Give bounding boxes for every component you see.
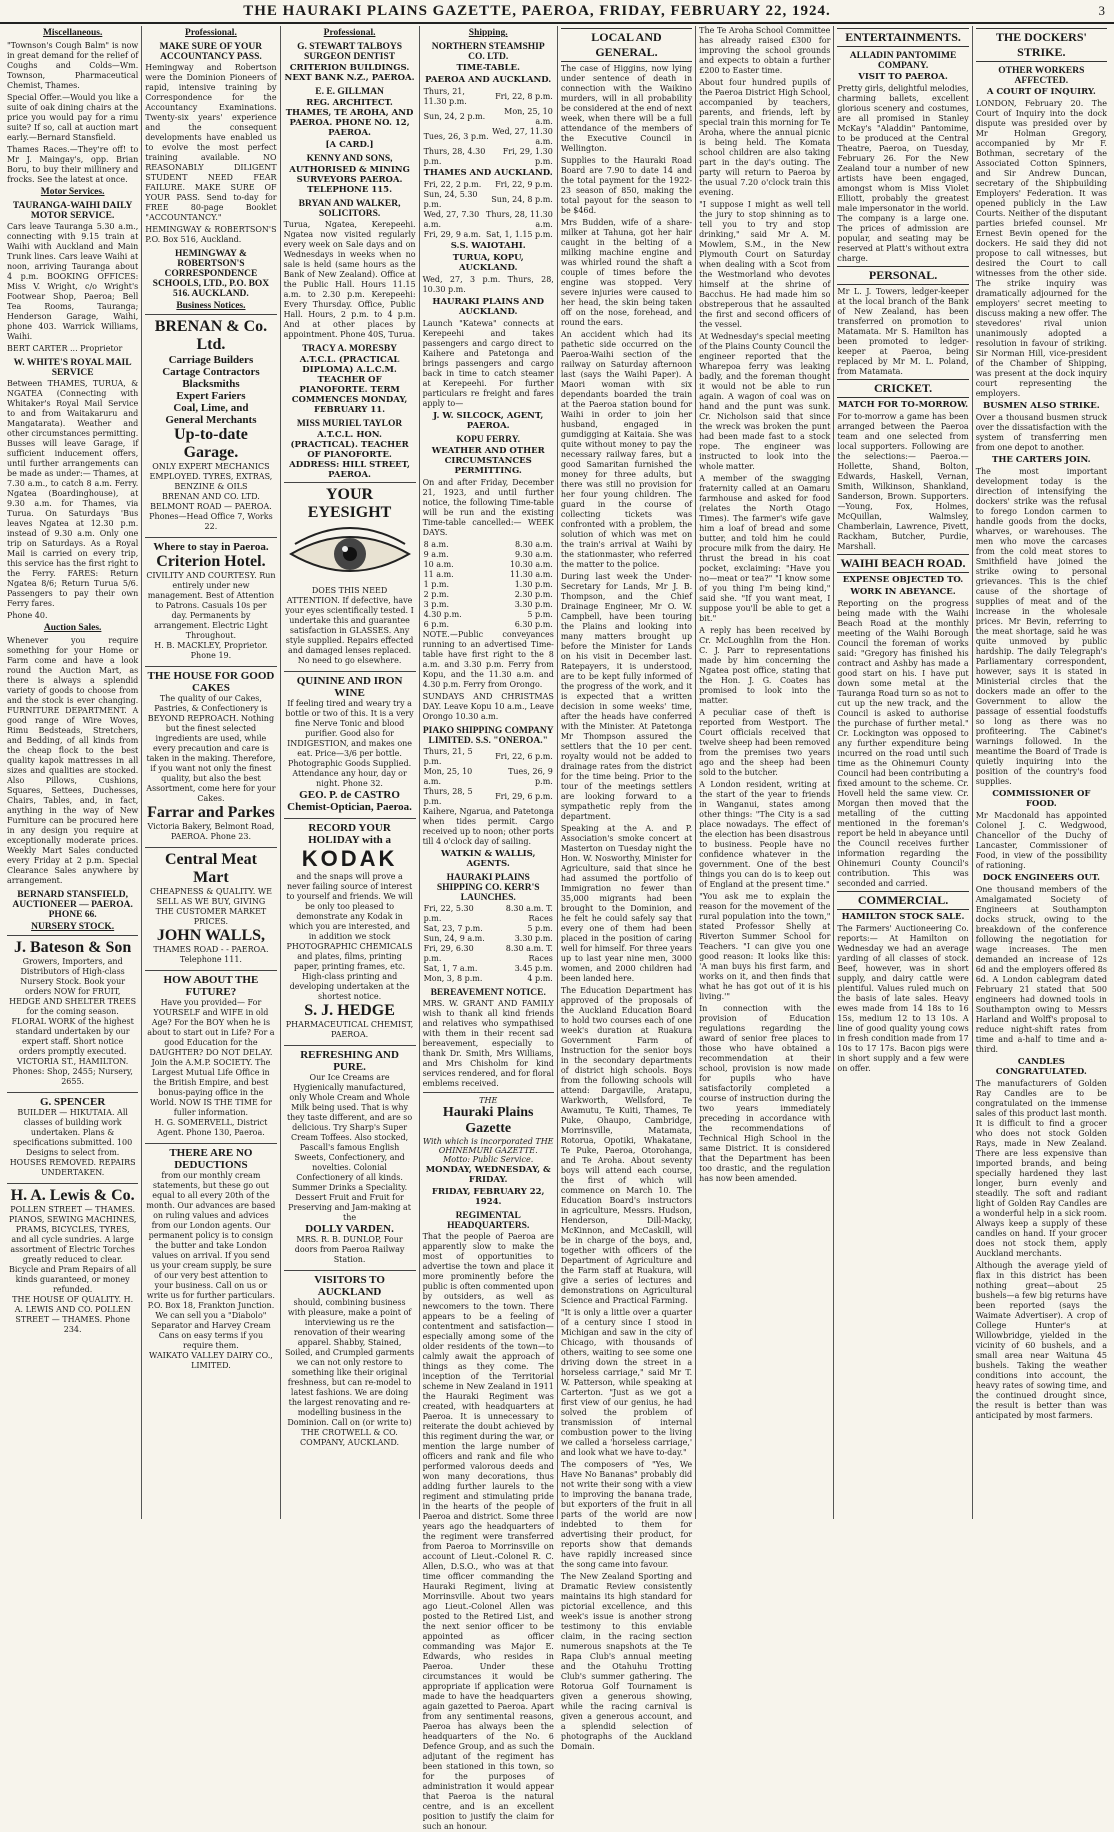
page-number: 3 bbox=[1098, 3, 1106, 18]
thames-auckland-table bbox=[423, 180, 554, 240]
talboys-name: G. STEWART TALBOYS SURGEON DENTIST bbox=[297, 42, 403, 62]
table-cell: 10 a.m. bbox=[423, 560, 454, 569]
news-paragraph: Speaking at the A. and P. Association's smoke concert at Masterton on Tuesday night the Hon. W. Nosworthy, Minister for Agriculture, said that since he had assumed the portfolio of Immigration no fewer than 35,000 migrants had been brought to the Dominion, and he felt he could safely say that every one of them had been placed in the position of caring well for himself. For three years up to last year nine men, 3000 women, and 2000 children had been landed here. bbox=[560, 824, 693, 983]
amp-ad bbox=[145, 970, 276, 1141]
paeroa-auckland-heading: PAEROA AND AUCKLAND. bbox=[425, 75, 552, 85]
news-paragraph: An accident which had its pathetic side occurred on the Paeroa-Waihi section of the railway on Saturday afternoon last (says the Waihi Paper). A Maori woman with six dependants boarded the train at the Paeroa station bound for Waihi in order to join her husband, engaged in gumdigging at Kaitaia. She was quite without money to pay the necessary railway fares, but a good Samaritan furnished the money for three adults, but there was still no provision for her four young children. The guard in the course of collecting tickets was confronted with a problem, the solution of which was met on the train's arrival at Waihi by the stationmaster, who referred the matter to the police. bbox=[560, 330, 693, 569]
kenny-text: AUTHORISED & MINING SURVEYORS PAEROA. TELEPHONE 115. bbox=[289, 165, 410, 195]
food-heading: COMMISSIONER OF FOOD. bbox=[992, 789, 1091, 809]
news-paragraph: At Wednesday's special meeting of the Plains County Council the engineer reported that the Wharepoa ferry was leaking badly, and the foreman thought it would not be able to run again. A wagon of coal was on hand and the punt was sunk. Cr. Nicholson said that since the wreck was broken the punt had been made fast to a stock rope. The engineer was instructed to look into the whole matter. bbox=[699, 332, 831, 471]
table-row bbox=[423, 767, 554, 787]
carters-heading: THE CARTERS JOIN. bbox=[992, 455, 1091, 465]
table-cell: 3.30 p.m. bbox=[514, 600, 553, 609]
table-cell: 5 p.m. bbox=[527, 924, 553, 933]
table-cell: Thurs, 28, 11.30 a.m. bbox=[486, 210, 553, 229]
news-paragraph: Mrs Budden, wife of a share-milker at Tahuna, got her hair caught in the belting of a milking machine engine and was whirled round the shaft a couple of times before the engine was stopped. Very severe injuries were caused to her head, the skin being taken off on the nose, forehead, and round the ears. bbox=[560, 218, 693, 327]
table-row bbox=[423, 210, 554, 230]
table-row bbox=[423, 230, 554, 240]
garage-heading: Up-to-date Garage. bbox=[174, 426, 248, 461]
brenan-line: Expert Fariers bbox=[176, 390, 246, 402]
refresh-ad bbox=[284, 1045, 416, 1268]
news-paragraph: The composers of "Yes, We Have No Bananas" probably did not write their song with a view to improving the banana trade, but exporters of the fruit in all parts of the world are now indebted to them for advertising their product, for reports show that demands have rapidly increased since the song came into favour. bbox=[560, 1460, 693, 1569]
table-row bbox=[423, 787, 554, 807]
table-cell: 11 a.m. bbox=[423, 570, 454, 579]
table-cell: 10.30 a.m. bbox=[509, 560, 553, 569]
table-row bbox=[423, 974, 554, 984]
table-cell: Wed, 27, 11.30 a.m. bbox=[492, 127, 553, 146]
walls-text: THAMES ROAD - - PAEROA. Telephone 111. bbox=[153, 945, 269, 964]
local-general-heading: LOCAL AND GENERAL. bbox=[561, 28, 692, 62]
refresh-text: Our Ice Creams are Hygienically manufactured, only Whole Cream and Whole Milk being used. That is why they taste different, and are so delicious. Try Sharp's Super Cream Toffees. Also stocked, Pascall's famous English Sweets, Confectionery, and novelties. Colonial Confectionery of all kinds. Summer Drinks a Speciality. Dessert Fruit and Fruit for Preserving and Jam-making at the bbox=[286, 1073, 413, 1222]
cakes-text: The quality of our Cakes, Pastries, & Confectionery is BEYOND REPROACH. Nothing but the finest selected ingredients are used, while every precaution and care is taken in the making. Therefore, if you want not only the finest quality, but also the best Assortment, come here for your Cakes. bbox=[146, 694, 276, 803]
criterion-name: Criterion Hotel. bbox=[156, 553, 266, 570]
table-cell: 9.30 a.m. bbox=[515, 550, 553, 559]
regimental-text: That the people of Paeroa are apparently slow to make the most of opportunities to advertise the town and place it more prominently before the public is often commented upon by outsiders, as well as newcomers to the town. There appears to be a feeling of contentment and satisfaction—especially among some of the older residents of the town—to calmly await the approach of things as they come. The inception of the Territorial scheme in New Zealand in 1911 the Hauraki Regiment was created, with headquarters at Paeroa. It is unnecessary to reiterate the doubt achieved by this regiment during the war, or mention the large number of officers and rank and file who performed valorous deeds and won many decorations, thus adding further laurels to the regiment and stimulating pride in the hearts of the people of Paeroa and district. Some three years ago the headquarters of the regiment were transferred from Paeroa to Morrinsville on account of Lieut.-Colonel R. C. Allen, D.S.O., who was at that time officer commanding the Hauraki Regiment, living at Morrinsville. About two years ago Lieut.-Colonel Allen was posted to the Retired List, and the next senior officer to be appointed as officer commanding was Major E. Edwards, who resides in Paeroa. Under these circumstances it would be appropriate if application were made to have the headquarters again gazetted to Paeroa. Apart from any sentimental reasons, Paeroa has always been the headquarters of the No. 6 Defence Group, and as such the adjutant of the regiment has been stationed in this town, so for the purposes of administration it would appear that Paeroa is the natural centre, and is an excellent position to justify the claim for such an honour. bbox=[422, 1232, 554, 1831]
bryan-name: BRYAN AND WALKER, SOLICITORS. bbox=[298, 199, 401, 219]
aladdin-heading: ALLADIN PANTOMIME COMPANY. bbox=[849, 51, 957, 71]
dairy-company: WAIKATO VALLEY DAIRY CO., LIMITED. bbox=[149, 1351, 273, 1370]
table-cell: Sun, 24, 5.30 p.m. bbox=[423, 190, 478, 209]
bereavement-heading: BEREAVEMENT NOTICE. bbox=[430, 988, 546, 998]
hemingway-address: HEMINGWAY & ROBERTSON'S P.O. Box 516, Auckland. bbox=[145, 225, 277, 244]
dunlop-text: MRS. R. B. DUNLOP, Four doors from Paeroa Railway Station. bbox=[294, 1235, 405, 1264]
other-workers-heading: OTHER WORKERS AFFECTED. bbox=[998, 66, 1085, 86]
spencer-text: BUILDER — HIKUTAIA. All classes of building work undertaken. Plans & specifications submitted. 100 Designs to select from. HOUSES REMOVED. REPAIRS UNDERTAKEN. bbox=[9, 1108, 136, 1177]
table-row bbox=[423, 560, 554, 570]
divider bbox=[423, 1092, 554, 1093]
refresh-heading: REFRESHING AND PURE. bbox=[300, 1049, 399, 1073]
waihi-heading: WAIHI BEACH ROAD. bbox=[837, 554, 968, 573]
table-cell: Sun, 24, 8 p.m. bbox=[491, 195, 553, 204]
news-paragraph: The Education Department has approved of the proposals of the Auckland Education Board to hold two courses each of one week's duration at Ruakura Government Farm of Instruction for the senior boys in the secondary departments of district high schools. Boys from the following schools will attend: Dargaville, Aratapu, Warkworth, Wellsford, Te Awamutu, Te Kuiti, Thames, Te Puke, Ohaupo, Cambridge, Morrinsville, Matamata, Rotorua, Opotiki, Whakatane, Te Puke, Paeroa, Otorohanga, and Te Aroha. About seventy boys will attend each course, the first of which will commence on March 10. The Education Board's instructors in agriculture, Messrs. Hudson, Henderson, Dill-Macky, McKinnon, and McCaskill, will be in charge of the boys, and, together with officers of the Department of Agriculture and the Farm staff at Ruakura, will give a series of lectures and demonstrations on Agricultural Science and Practical Farming. bbox=[560, 986, 693, 1305]
table-cell: 1 p.m. bbox=[423, 580, 449, 589]
nsco-name: NORTHERN STEAMSHIP CO. LTD. bbox=[431, 42, 545, 62]
paeroa-auckland-table bbox=[423, 87, 554, 167]
cricket-heading: CRICKET. bbox=[837, 379, 968, 398]
amp-agent: H. G. SOMERVELL, District Agent. Phone 130, Paeroa. bbox=[154, 1118, 268, 1137]
news-paragraph: Supplies to the Hauraki Road Board are 7.90 to date 14 and the total payment for the 1922-23 season of 850, making the total payout for the season to be $46d. bbox=[560, 156, 693, 215]
eyesight-text: DOES THIS NEED ATTENTION. If defective, have your eyes scientifically tested. I undertake this and guarantee satisfaction in GLASSES. Any style supplied. Repairs effected and damaged lenses replaced. No need to go elsewhere. bbox=[285, 586, 414, 665]
white-mail-text: Between THAMES, TURUA, & NGATEA (Connecting with Whitaker's Royal Mail Service to and from Waitakaruru and Mangatarata). Weather and other circumstances permitting. Busses will leave Garage, if sufficient inducement offers, until further arrangements can be made as under:— Thames, at 7.30 a.m., to catch 8 a.m. Ferry. Ngatea (Boardinghouse), at 9.30 a.m. for Thames, via Turua. On Saturdays 'Bus leaves Ngatea at 12.30 p.m. instead of 9.30 a.m. Only one trip on Saturdays. As a Royal Mail is carried on every trip, this service has the first right to the Ferry. FARES: Return Ngatea 8/6; Return Turua 5/6. Passengers to pay their own Ferry fares. bbox=[7, 379, 139, 608]
table-cell: 6 p.m. bbox=[423, 620, 449, 629]
news-paragraph: About four hundred pupils of the Paeroa District High School, accompanied by teachers, parents, and friends, left by special train this morning for Te Aroha, where the annual picnic is being held. The Komata school children are also taking part in the day's outing. The party will return to Paeroa by the usual 7.20 o'clock train this evening. bbox=[699, 78, 831, 197]
table-cell: 2 p.m. bbox=[423, 590, 449, 599]
table-cell: Mon, 3, 8 p.m. bbox=[423, 974, 483, 983]
table-cell: Mon, 25, 10 a.m. bbox=[423, 767, 473, 786]
piako-text: Kaihere, Ngarua, and Patetonga when tides permit. Cargo received up to noon; other ports till 4 o'clock day of sailing. bbox=[422, 807, 554, 846]
spencer-ad bbox=[7, 1092, 138, 1181]
meat-ad bbox=[145, 847, 276, 968]
moresby-name: TRACY A. MORESBY bbox=[302, 344, 398, 354]
section-title-professional: Professional. bbox=[185, 28, 237, 38]
lewis-footer: THE HOUSE OF QUALITY. H. A. LEWIS AND CO. POLLEN STREET — THAMES. Phone 234. bbox=[12, 1295, 134, 1334]
column-1 bbox=[4, 26, 142, 1519]
waihi-text: Reporting on the progress being made with the Waihi Beach Road at the monthly meeting of the Waihi Borough Council the foreman of works said: "Gregory has finished his contract and Ashby has made a good start on his. I have put down some metal at the Tauranga Road turn so as not to cut up the new track, and the Council is asked to authorise the purchase of further metal." Cr. Lockington was opposed to any further expenditure being incurred on the road until such time as the Ohinemuri County Council had been contributing a fixed amount to the scheme. Cr. Hovell held the same view. Cr. Morgan then moved that the metalling of the cutting mentioned in the foreman's report be held in abeyance until the Council receives further information regarding the Ohinemuri County Council's contribution. This was seconded and carried. bbox=[837, 599, 969, 888]
hemingway-heading: MAKE SURE OF YOUR ACCOUNTANCY PASS. bbox=[159, 42, 263, 62]
castro-name: GEO. P. de CASTRO bbox=[299, 789, 400, 801]
dairy-ad bbox=[145, 1143, 276, 1374]
kodak-logo: KODAK bbox=[301, 846, 398, 871]
table-cell: 3 p.m. bbox=[423, 600, 449, 609]
personal-text: Mr L. J. Towers, ledger-keeper at the local branch of the Bank of New Zealand, has been transferred on promotion to Matamata. Mr S. Hamilton has been promoted to ledger-keeper at Paeroa, being replaced by Mr M. L. Poland, from Matamata. bbox=[837, 287, 969, 376]
hamilton-heading: HAMILTON STOCK SALE. bbox=[841, 912, 965, 922]
table-row bbox=[423, 580, 554, 590]
commercial-heading: COMMERCIAL. bbox=[837, 891, 968, 910]
table-cell: 8.30 a.m. T. Races bbox=[505, 944, 553, 963]
tauranga-text: Cars leave Tauranga 5.30 a.m., connecting with 9.15 train at Waihi with Auckland and Main Trunk lines. Cars leave Waihi at noon, arriving Tauranga about 4 p.m. BOOKING OFFICES: Miss V. Wright, c/o Wright's Footwear Shop, Paeroa; Bell Tea Rooms, Tauranga; Henderson Garage, Waihi, phone 403. Warrick Williams, Waihi. bbox=[7, 222, 139, 341]
news-paragraph: A London resident, writing at the start of the year to friends in Wanganui, states among other things: "The City is a sad place nowadays. The effect of the election has been disastrous to business. People have no confidence whatever in the government. One of the best things you can do is to keep out of England at the present time." bbox=[699, 780, 831, 889]
table-cell: Sun, 24, 9 a.m. bbox=[423, 934, 485, 943]
news-paragraph: The New Zealand Sporting and Dramatic Review consistently maintains its high standard for pictorial excellence, and this week's issue is another strong testimony to this enviable claim, in the racing section numerous snapshots at the Te Rapa Club's annual meeting and the Otahuhu Trotting Club's summer gathering. The Rotorua Golf Tournament is given a generous showing, while the racing carnival is given a generous account, and a splendid selection of photographs of the Auckland Domain. bbox=[560, 1572, 693, 1751]
farrar-name: Farrar and Parkes bbox=[147, 804, 275, 821]
table-cell: 9 a.m. bbox=[423, 550, 449, 559]
garage-text: ONLY EXPERT MECHANICS EMPLOYED. TYRES, EXTRAS, BENZINE & OILS bbox=[149, 462, 273, 491]
table-cell: 6.30 p.m. bbox=[514, 620, 553, 629]
hemingway-text: Hemingway and Robertson were the Dominion Pioneers of rapid, intensive training by Correspondence for the Accountancy Examinations. Twenty-six years' experience and the consequent developments have enabled us to evolve the most perfect training available. NO REASONABLY DILIGENT STUDENT NEED FEAR FAILURE. MAKE SURE OF YOUR PASS. Send to-day for FREE 80-page Booklet "ACCOUNTANCY." bbox=[145, 63, 277, 222]
hedge-text: PHARMACEUTICAL CHEMIST, PAEROA. bbox=[285, 1020, 414, 1039]
table-row bbox=[423, 904, 554, 924]
table-cell: Fri, 22, 5.30 p.m. bbox=[423, 904, 474, 923]
amp-text: Have you provided— For YOURSELF and WIFE in old Age? For the BOY when he is about to start out in Life? For a good Education for the DAUGHTER? DO NOT DELAY. Join the A.M.P. SOCIETY. The Largest Mutual Life Office in the British Empire, and best bonus-paying office in the World. NOW IS THE TIME for fuller information. bbox=[147, 998, 275, 1117]
court-heading: A COURT OF INQUIRY. bbox=[986, 87, 1096, 97]
brenan-line: Carriage Builders bbox=[168, 354, 254, 366]
table-row bbox=[423, 87, 554, 107]
eyesight-ad bbox=[284, 482, 416, 669]
dockers-heading: THE DOCKERS' STRIKE. bbox=[976, 28, 1107, 62]
section-title-auction: Auction Sales. bbox=[43, 623, 102, 633]
gazette-motto: Motto: Public Service. bbox=[443, 1155, 534, 1164]
quinine-ad bbox=[284, 671, 416, 816]
table-cell: Fri, 22, 6 p.m. bbox=[495, 752, 553, 761]
news-paragraph: In connection with the provision of Education regulations regarding the award of senior free places to those who have obtained a recommendation at their school, provision is now made for pupils who have satisfactorily completed a course of instruction during the two years immediately preceding in accordance with the recommendations of Technical High School in the same District. It is considered that the Department has been too drastic, and the regulation has now been amended. bbox=[699, 1004, 831, 1183]
table-cell: Fri, 29, 9 a.m. bbox=[423, 230, 481, 239]
white-mail-phone: Phone 40. bbox=[7, 611, 48, 620]
castro-subtitle: Chemist-Optician, Paeroa. bbox=[287, 801, 412, 813]
moresby-text: A.T.C.L. (PRACTICAL DIPLOMA) A.L.C.M. TEACHER OF PIANOFORTE. TERM COMMENCES MONDAY, FEBRUARY 11. bbox=[291, 355, 408, 415]
news-paragraph: "I suppose I might as well tell the jury to stop shinning as to tell you to try and stop drinking," said Mr A. M. Mowlem, S.M., in the New Plymouth Court on Saturday when dealing with a Scot from the Westmorland who devotes himself at the shrine of Bacchus. He had made him so obstreperous that he assaulted the first and second officers of the vessel. bbox=[699, 200, 831, 329]
dock-engineers-text: One thousand members of the Amalgamated Society of Engineers at Southampton docks struck, owing to the breakdown of the conference following the negotiation for wage increases. The men demanded an increase of 12s 6d and the employers offered 8s 6d. A London cablegram dated February 21 stated that 500 engineers had downed tools in Southampton owing to Messrs Harland and Wolff's proposal to reduce night-shift rates from time and a-half to time and a-third. bbox=[975, 885, 1107, 1054]
gazette-nameplate: Hauraki Plains Gazette bbox=[442, 1105, 534, 1136]
table-row bbox=[423, 180, 554, 190]
personal-heading: PERSONAL. bbox=[837, 266, 968, 285]
table-cell: Sat, 1, 1.15 p.m. bbox=[485, 230, 553, 239]
watkin-agents: WATKIN & WALLIS, AGENTS. bbox=[440, 849, 536, 869]
turua-row: Wed, 27, 3 p.m. Thurs, 28, 10.30 p.m. bbox=[422, 275, 554, 294]
timetable-heading: TIME-TABLE. bbox=[456, 63, 520, 73]
tauranga-heading: TAURANGA-WAIHI DAILY MOTOR SERVICE. bbox=[12, 201, 133, 221]
table-cell: Mon, 25, 10 a.m. bbox=[504, 107, 553, 126]
regimental-heading: REGIMENTAL HEADQUARTERS. bbox=[447, 1211, 530, 1231]
kopu-ferry-table bbox=[423, 540, 554, 630]
bateson-text: Growers, Importers, and Distributors of High-class Nursery Stock. Book your orders NOW for FRUIT, HEDGE AND SHELTER TREES for the coming season. FLORAL WORK of the highest standard undertaken by our expert staff. Short notice orders promptly executed. bbox=[9, 957, 137, 1056]
cakes-heading: THE HOUSE FOR GOOD CAKES bbox=[147, 670, 275, 694]
lewis-ad bbox=[7, 1183, 138, 1338]
stansfield-signature: BERNARD STANSFIELD, AUCTIONEER — PAEROA. PHONE 66. bbox=[12, 890, 133, 920]
table-cell: Fri, 22, 2 p.m. bbox=[423, 180, 482, 189]
kopu-text: On and after Friday, December 21, 1923, and until further notice, the following Time-table will be run and the existing Time-table cancelled:— WEEK DAYS. bbox=[422, 478, 554, 537]
brenan-line: Blacksmiths bbox=[182, 378, 240, 390]
news-paragraph: A reply has been received by Cr. McLoughlin from the Hon. C. J. Parr to representations made by him concerning the Ngatea post office, stating that the Hon. J. G. Coates has promised to look into the matter. bbox=[699, 626, 831, 705]
waihi-subtitle-2: WORK IN ABEYANCE. bbox=[850, 587, 956, 597]
brenan-ad bbox=[145, 314, 276, 535]
table-cell: Sat, 23, 7 p.m. bbox=[423, 924, 483, 933]
column-7 bbox=[834, 26, 972, 1519]
table-cell: Sat, 1, 7 a.m. bbox=[423, 964, 478, 973]
auckland-heading: VISITORS TO AUCKLAND bbox=[314, 1274, 385, 1298]
table-row bbox=[423, 570, 554, 580]
hauraki-heading: HAURAKI PLAINS AND AUCKLAND. bbox=[432, 297, 544, 317]
white-mail-heading: W. WHITE'S ROYAL MAIL SERVICE bbox=[13, 358, 132, 378]
table-row bbox=[423, 610, 554, 620]
news-paragraph: "It is only a little over a quarter of a century since I stood in Michigan and saw in the city of Chicago, with thousands of others, waiting to see some one driving down the street in a horseless carriage," said Mr T. W. Patterson, while speaking at Carterton. "Just as we got a first view of our genius, he had solved the problem of transmission of internal combustion power to the living we called a 'horseless carriage,' and look what we have to-day." bbox=[560, 1308, 693, 1457]
news-paragraph: A member of the swagging fraternity called at an Oamaru farmhouse and asked for food (relates the North Otago Times). The farmer's wife gave him a loaf of bread and some butter, and told him he could procure milk from the dairy. He thrust the bread in his coat pocket, exclaiming: "Have you no—meat or tea?" "I know some of you thing I'm being kind," said she. "If you want meat, I suppose you'll be able to get a bit." bbox=[699, 474, 831, 623]
table-row bbox=[423, 190, 554, 210]
table-cell: 4 p.m. bbox=[527, 974, 553, 983]
kodak-ad bbox=[284, 818, 416, 1043]
criterion-text: CIVILITY AND COURTESY. Run entirely under new management. Best of Attention to Patrons. Casuals 10s per day. Permanents by arrangement. Electric Light Throughout. bbox=[146, 571, 276, 640]
busmen-text: Over a thousand busmen struck over the dissatisfaction with the system of transferring men from one depot to another. bbox=[975, 413, 1107, 452]
food-text: Mr Macdonald has appointed Colonel J. C. Wedgwood, Chancellor of the Duchy of Lancaster, Commissioner of Food, in view of the possibility of rationing. bbox=[975, 811, 1107, 870]
table-cell: Fri, 29, 6 p.m. bbox=[495, 792, 553, 801]
piako-heading: PIAKO SHIPPING COMPANY LIMITED. S.S. "ONEROA." bbox=[422, 726, 554, 746]
news-paragraph: The Te Aroha School Committee has already raised £300 for improving the school grounds and expects to obtain a further £200 to Easter time. bbox=[699, 26, 831, 75]
tauranga-proprietor: BERT CARTER ... Proprietor bbox=[7, 344, 123, 353]
table-cell: Fri, 29, 1.30 p.m. bbox=[502, 147, 553, 166]
news-paragraph: "You ask me to explain the reason for the movement of the rural population into the town," stated Professor Shelly at Riverton Summer School for Teachers. "I can give you one good reason: It looks like this: 'A man buys his first farm, and works on it, and then finds that what he has got out of it is his living.'" bbox=[699, 892, 831, 1001]
quinine-text: If feeling tired and weary try a bottle or two of this. It is a very fine Nerve Tonic and blood purifier. Good also for INDIGESTION, and makes one eat. Price—3/6 per bottle. bbox=[285, 699, 414, 758]
table-row bbox=[423, 934, 554, 944]
cricket-subtitle: MATCH FOR TO-MORROW. bbox=[837, 400, 969, 410]
quinine-heading: QUININE AND IRON WINE bbox=[296, 675, 403, 699]
launches-heading: HAURAKI PLAINS SHIPPING CO. KERR'S LAUNCHES. bbox=[436, 873, 540, 903]
kopu-heading: KOPU FERRY. bbox=[456, 435, 521, 445]
kodak-heading: RECORD YOUR HOLIDAY with a bbox=[308, 822, 392, 846]
bryan-text: Turua, Ngatea, Kerepeehi. Ngatea now visited regularly every week on Sale days and on Wednesdays in weeks when no sale is held (same hours as the Bank of New Zealand). Office at the Public Hall. Hours 11.15 a.m. to 2.30 p.m. Kerepeehi: Every Thursday. Office, Public Hall. Hours, 2 p.m. to 4 p.m. And at other places by appointment. Phone 40S, Turua. bbox=[283, 220, 416, 339]
column-8 bbox=[973, 26, 1110, 1519]
table-cell: Thurs, 21, 11.30 p.m. bbox=[423, 87, 467, 106]
kopu-note: NOTE.—Public conveyances running to an advertised Time-table have first right to the 8 a.m. and 3.30 p.m. Ferry from Kopu, and the 11.30 a.m. and 4.30 p.m. Ferry from Orongo. bbox=[422, 630, 554, 689]
table-row bbox=[423, 147, 554, 167]
lewis-text: POLLEN STREET — THAMES. PIANOS, SEWING MACHINES, PRAMS, BICYCLES, TYRES, and all cycle sundries. A large assortment of Electric Torches greatly reduced to clear. Bicycle and Pram Repairs of all kinds guaranteed, or money refunded. bbox=[8, 1205, 137, 1294]
table-row bbox=[423, 924, 554, 934]
hauraki-text: Launch "Katewa" connects at Kerepeehi and takes passengers and cargo direct to Kaihere and Patetonga and brings passengers and cargo back in time to catch steamer at Kerepeehi. For further particulars re freight and fares apply to— bbox=[422, 319, 554, 408]
farrar-text: Victoria Bakery, Belmont Road, PAEROA. Phone 23. bbox=[147, 822, 275, 841]
criterion-proprietor: H. B. MACKLEY, Proprietor. Phone 19. bbox=[154, 641, 268, 660]
table-cell: Thurs, 28, 4.30 p.m. bbox=[423, 147, 486, 166]
candles-heading: CANDLES CONGRATULATED. bbox=[995, 1057, 1087, 1077]
table-cell: Fri, 29, 6.30 p.m. bbox=[423, 944, 474, 963]
launches-table bbox=[423, 904, 554, 984]
dairy-heading: THERE ARE NO DEDUCTIONS bbox=[169, 1147, 253, 1171]
cricket-text: For to-morrow a game has been arranged between the Paeroa team and one selected from local supporters. Following are the selections:— Paeroa.—Hollette, Shand, Bolton, Edwards, Haskell, Vernan, Smith, Wilkinson, Shankland, Sanderson, Brown. Supporters.—Young, Fox, Holmes, McQuillan, Walmsley, Chamberlain, Lawrence, Pivett, Rackham, Butcher, Purdie, Marshall. bbox=[837, 412, 969, 551]
column-5 bbox=[558, 26, 696, 1751]
varden-name: DOLLY VARDEN. bbox=[305, 1223, 394, 1235]
table-cell: Thurs, 21, 5 p.m. bbox=[423, 747, 473, 766]
column-3 bbox=[281, 26, 420, 1519]
spencer-name: G. SPENCER bbox=[39, 1096, 106, 1108]
table-row bbox=[423, 600, 554, 610]
auckland-ad bbox=[284, 1270, 416, 1451]
brenan-line: Coal, Lime, and bbox=[173, 402, 249, 414]
section-title-professional-2: Professional. bbox=[323, 28, 376, 38]
masthead bbox=[0, 0, 1114, 24]
table-row bbox=[423, 107, 554, 127]
brenan-line: Cartage Contractors bbox=[162, 366, 260, 378]
candles-text: The manufacturers of Golden Ray Candles are to be congratulated on the immense sales of this product last month. It is difficult to find a grocer who does not stock Golden Rays, made in New Zealand. There are less expensive than imported brands, and being specially hardened they last longer, burn evenly and steadily. The soft and radiant light of Golden Ray Candles are a wonderful help in a sick room. Always keep a supply of these candles on hand. If your grocer does not stock them, apply Auckland merchants. bbox=[975, 1079, 1107, 1258]
table-row bbox=[423, 964, 554, 974]
table-cell: 4.30 p.m. bbox=[423, 610, 462, 619]
meat-text: CHEAPNESS & QUALITY. WE SELL AS WE BUY, GIVING THE CUSTOMER MARKET PRICES. bbox=[149, 887, 272, 926]
aladdin-text: Pretty girls, delightful melodies, charming ballets, excellent glorious scenery and costumes, are all promised in Stanley McKay's "Aladdin" Pantomime, to be produced at the Central Theatre, Paeroa, on Tuesday, February 26. For the New Zealand tour a number of new artists have been engaged, amongst whom is Miss Violet Elliott, probably the greatest male impersonator in the world. The company is a large one. The prices of admission are popular, and seating may be reserved at Platt's without extra charge. bbox=[837, 84, 969, 263]
talboys-text: CRITERION BUILDINGS. NEXT BANK N.Z., PAEROA. bbox=[284, 63, 415, 83]
table-cell: 1.30 p.m. bbox=[514, 580, 553, 589]
thames-auckland-heading: THAMES AND AUCKLAND. bbox=[423, 168, 553, 178]
table-cell: Fri, 22, 8 p.m. bbox=[495, 92, 553, 101]
closing-paragraph: Although the average yield of flax in this district has been nothing great—about 25 bushels—a few big returns have been reported (says the Waimate Advertiser). A crop of College Hunter's at Willowbridge, yielded in the vicinity of 60 bushels, and a small area near Waituna 45 bushels. Taking the weather conditions into account, the heavy rates of sowing time, and the continued drought since, the result is better than was anticipated by most farmers. bbox=[975, 1261, 1107, 1420]
dock-engineers-heading: DOCK ENGINEERS OUT. bbox=[982, 873, 1100, 883]
column-4 bbox=[420, 26, 558, 1831]
gazette-date: FRIDAY, FEBRUARY 22, 1924. bbox=[431, 1187, 545, 1207]
eye-icon bbox=[285, 526, 415, 582]
waihi-subtitle: EXPENSE OBJECTED TO. bbox=[842, 575, 964, 585]
court-text: LONDON, February 20. The Court of Inquiry into the dock dispute was presided over by Mr Holman Gregory, accompanied by Mr F. Bothman, secretary of the Associated Cotton Spinners, and Sir Andrew Duncan, secretary of the Shipbuilding Employers' Federation. It was opened publicly in the Law Courts. Neither of the disputant parties briefed counsel. Mr Ernest Bevin opened for the dockers. He said they did not propose to call witnesses, but desired the Court to call witnesses from the other side. The strike inquiry was dramatically adjourned for the employers' secret meeting to discuss making a new offer. The stevedores' rival union unanimously adopted a resolution in favour of striking. Sir Norman Hill, vice-president of the Chamber of Shipping, was present at the dock inquiry court representing the employers. bbox=[975, 99, 1107, 398]
bateson-address: VICTORIA ST., HAMILTON. Phones: Shop, 2455; Nursery, 2655. bbox=[12, 1057, 133, 1086]
table-row bbox=[423, 620, 554, 630]
piako-table bbox=[423, 747, 554, 807]
misc-item: "Townson's Cough Balm" is now in great demand for the relief of Coughs and Colds—Wm. Townson, Pharmaceutical Chemist, Thames. bbox=[7, 41, 139, 90]
aladdin-subtitle: VISIT TO PAEROA. bbox=[858, 72, 948, 82]
column-2 bbox=[142, 26, 280, 1519]
section-title-business: Business Notices. bbox=[176, 301, 246, 311]
brenan-line: General Merchants bbox=[165, 414, 257, 426]
gazette-days: MONDAY, WEDNESDAY, & FRIDAY. bbox=[425, 1165, 551, 1185]
table-cell: 8.30 a.m. T. Races bbox=[505, 904, 553, 923]
photo-text: Photographic Goods Supplied. Attendance any hour, day or night. Phone 32. bbox=[287, 759, 412, 788]
news-paragraph: The case of Higgins, now lying under sentence of death in connection with the Waikino murders, will in all probability be considered at the end of next week, when there will be a full attendance of the members of the Executive Council in Wellington. bbox=[560, 64, 693, 153]
table-cell: Tues, 26, 9 p.m. bbox=[508, 767, 553, 786]
kopu-subtitle: WEATHER AND OTHER CIRCUMSTANCES PERMITTING. bbox=[431, 446, 545, 476]
gazette-incorporated: With which is incorporated THE OHINEMURI GAZETTE. bbox=[422, 1137, 554, 1155]
masthead-title: THE HAURAKI PLAINS GAZETTE, PAEROA, FRIDAY, FEBRUARY 22, 1924. bbox=[243, 2, 831, 19]
kenny-card: [A CARD.] bbox=[325, 140, 374, 150]
section-title-nursery: NURSERY STOCK. bbox=[31, 922, 115, 932]
turua-heading: TURUA, KOPU, AUCKLAND. bbox=[452, 253, 524, 273]
column-6 bbox=[696, 26, 834, 1519]
kodak-text: and the snaps will prove a never failing source of interest to yourself and friends. We will be only too pleased to demonstrate any Kodak in which you are interested, and in addition we stock PHOTOGRAPHIC CHEMICALS and plates, films, printing paper, printing frames, etc. High-class printing and developing undertaken at the shortest notice. bbox=[286, 872, 413, 1001]
gillman-name: E. E. GILLMAN bbox=[315, 87, 384, 97]
auckland-text: should, combining business with pleasure, make a point of interviewing us re the renovation of their wearing apparel. Shabby, Stained, Soiled, and Crumpled garments we can not only restore to something like their original freshness, but can re-model to latest fashions. We are doing the largest renovating and re-modelling business in the Dominion. Call on (or write to) bbox=[284, 1298, 415, 1427]
kopu-sundays: SUNDAYS AND CHRISTMAS DAY. Leave Kopu 10 a.m., Leave Orongo 10.30 a.m. bbox=[422, 692, 554, 721]
table-cell: 3.45 p.m. bbox=[514, 964, 553, 973]
entertainments-heading: ENTERTAINMENTS. bbox=[837, 28, 968, 47]
table-cell: 11.30 a.m. bbox=[509, 570, 553, 579]
bateson-name: J. Bateson & Son bbox=[13, 939, 132, 956]
table-cell: 5 p.m. bbox=[527, 610, 553, 619]
criterion-ad bbox=[145, 537, 276, 664]
lewis-name: H. A. Lewis & Co. bbox=[10, 1187, 135, 1204]
table-row bbox=[423, 550, 554, 560]
eyesight-heading: YOUR EYESIGHT bbox=[307, 486, 392, 521]
table-cell: 8 a.m. bbox=[423, 540, 449, 549]
section-title-shipping: Shipping. bbox=[468, 28, 508, 38]
misc-item: Special Offer.—Would you like a suite of oak dining chairs at the price you would pay for a rimu suite? If so, call at auction mart early.—Bernard Stansfield. bbox=[7, 93, 139, 142]
cakes-ad bbox=[145, 666, 276, 845]
section-title-motor: Motor Services. bbox=[40, 187, 105, 197]
table-cell: 2.30 p.m. bbox=[514, 590, 553, 599]
table-cell: 8.30 a.m. bbox=[515, 540, 553, 549]
gazette-the: THE bbox=[479, 1096, 498, 1105]
hamilton-text: The Farmers' Auctioneering Co. reports:— At Hamilton on Wednesday we had an average yarding of all classes of stock. Beef, however, was in short supply, and dairy cattle were plentiful. Values ruled much on the basis of late sales. Heavy ewes made from 14 18s to 16 15s, medium 12 to 13 10s. A line of good quality young cows in fresh condition made from 17 10s to 17 17s. Bacon pigs were in short supply and a few were on offer. bbox=[837, 924, 969, 1073]
misc-item: Thames Races.—They're off! to Mr J. Maingay's, opp. Brian Boru, to buy their millinery and frocks. See the latest at once. bbox=[7, 145, 139, 184]
table-cell: Fri, 22, 9 p.m. bbox=[495, 180, 553, 189]
walls-name: JOHN WALLS, bbox=[156, 927, 266, 944]
gillman-text: REG. ARCHITECT. THAMES, TE AROHA, AND PAEROA. PHONE NO. 12, PAEROA. bbox=[285, 98, 414, 138]
hedge-name: S. J. HEDGE bbox=[304, 1002, 395, 1019]
table-cell: Tues, 26, 3 p.m. bbox=[423, 132, 489, 141]
table-cell: Thurs, 28, 5 p.m. bbox=[423, 787, 473, 806]
kenny-name: KENNY AND SONS, bbox=[306, 154, 393, 164]
section-title-misc: Miscellaneous. bbox=[42, 28, 103, 38]
crotwell-name: THE CROTWELL & CO. COMPANY, AUCKLAND. bbox=[300, 1428, 400, 1447]
hemingway-address-2: HEMINGWAY & ROBERTSON'S CORRESPONDENCE SCHOOLS, LTD., P.O. BOX 516. AUCKLAND. bbox=[152, 249, 270, 299]
table-row bbox=[423, 540, 554, 550]
bereavement-text: MRS. W. GRANT AND FAMILY wish to thank all kind friends and relatives who sympathised with them in their recent sad bereavement, especially to thank Dr. Smith, Mrs Williams, and Mrs Chisholm for kind services rendered, and for floral emblems received. bbox=[422, 999, 554, 1088]
news-paragraph: A peculiar case of theft is reported from Westport. The Court officials received that twelve sheep had been removed from the premises two years ago and the sheep had been sold to the butcher. bbox=[699, 708, 831, 777]
table-row bbox=[423, 127, 554, 147]
table-cell: Sun, 24, 2 p.m. bbox=[423, 112, 486, 121]
amp-heading: HOW ABOUT THE FUTURE? bbox=[163, 974, 259, 998]
stay-heading: Where to stay in Paeroa. bbox=[153, 541, 269, 553]
carters-text: The most important development today is the direction of intensifying the dockers' strike was the refusal to forego London carmen to handle goods from the docks, wharves, or warehouses. The men who move the carcases from the cold meat stores to Smithfield have joined the strike owing to personal grievances. This is the chief cause of the shortage of supplies of meat and of the increase in the wholesale prices. Mr Bevin, referring to the meat shortage, said he was quite unmoved by public hardship. The daily Telegraph's Parliamentary correspondent, however, says it is stated in Ministerial circles that the dockers made an offer to the Government to allow the passage of essential foodstuffs so long as there was no profiteering. The Cabinet's warnings followed. In the meantime the Board of Trade is quietly inquiring into the position of the country's food supplies. bbox=[975, 467, 1107, 786]
dairy-text: from our monthly cream statements, but these go out equal to all every 20th of the month. Our advances are based on ruling values and advices from our London agents. Our permanent policy is to consign the butter and take London values on arrival. If you send us your cream supply, be sure of our very best attention to your business. Call on us or write us for further particulars. P.O. Box 18, Frankton Junction. We can sell you a "Diabolo" Separator and Harvey Cream Cans on easy terms if you require them. bbox=[146, 1171, 276, 1350]
news-paragraph: During last week the Under-Secretary for Lands, Mr J. B. Thompson, and the Chief Drainage Engineer, Mr O. W. Campbell, have been touring the Plains and looking into many matters brought up before the Minister for Lands on his visit in December last. Ratepayers, it is understood, are to be kept fully informed of the progress of the work, and it is expected that a written decision in some weeks' time, after the heads have conferred with the Minister. At Patetonga Mr Thompson assured the settlers that the 10 per cent. royalty would not be added to drainage rates from the district for the time being. Prior to the tour of the meetings settlers are looking forward to a sympathetic reply from the department. bbox=[560, 572, 693, 821]
brenan-address: BRENAN AND CO. LTD. BELMONT ROAD — PAEROA. Phones—Head Office 7, Works 22. bbox=[149, 492, 273, 531]
meat-name: Central Meat Mart bbox=[164, 851, 257, 886]
table-cell: 3.30 p.m. bbox=[514, 934, 553, 943]
busmen-heading: BUSMEN ALSO STRIKE. bbox=[982, 401, 1100, 411]
table-row bbox=[423, 944, 554, 964]
table-row bbox=[423, 590, 554, 600]
waiotahi-note: S.S. WAIOTAHI. bbox=[450, 241, 526, 251]
taylor-text: A.T.C.L. HON. (PRACTICAL). TEACHER OF PIANOFORTE. ADDRESS: HILL STREET, PAEROA. bbox=[289, 430, 410, 480]
silcock-agent: J. W. SILCOCK, AGENT, PAEROA. bbox=[433, 411, 544, 431]
bateson-ad bbox=[7, 935, 138, 1090]
table-cell: Wed, 27, 7.30 a.m. bbox=[423, 210, 480, 229]
taylor-name: MISS MURIEL TAYLOR bbox=[296, 419, 403, 429]
auction-text: Whenever you require something for your Home or Farm come and have a look round the Auction Mart, as there is always a splendid variety of goods to choose from and the stock is ever changing. FURNITURE DEPARTMENT. A good range of Wire Woves, Rimu Bedsteads, Stretchers, and Bedding, of all kinds from the cheap flock to the best quality kapok mattresses in all sizes and qualities are stocked. Also Pillows, Cushions, Squares, Settees, Duchesses, Chairs, Tables, and, in fact, anything in the way of New Furniture can be procured here in any design you require at exceptionally moderate prices. Weekly Mart Sales conducted every Friday at 2 p.m. Special Clearance Sales anywhere by arrangement. bbox=[7, 636, 139, 885]
table-row bbox=[423, 747, 554, 767]
brenan-name: BRENAN & Co. Ltd. bbox=[154, 318, 268, 353]
